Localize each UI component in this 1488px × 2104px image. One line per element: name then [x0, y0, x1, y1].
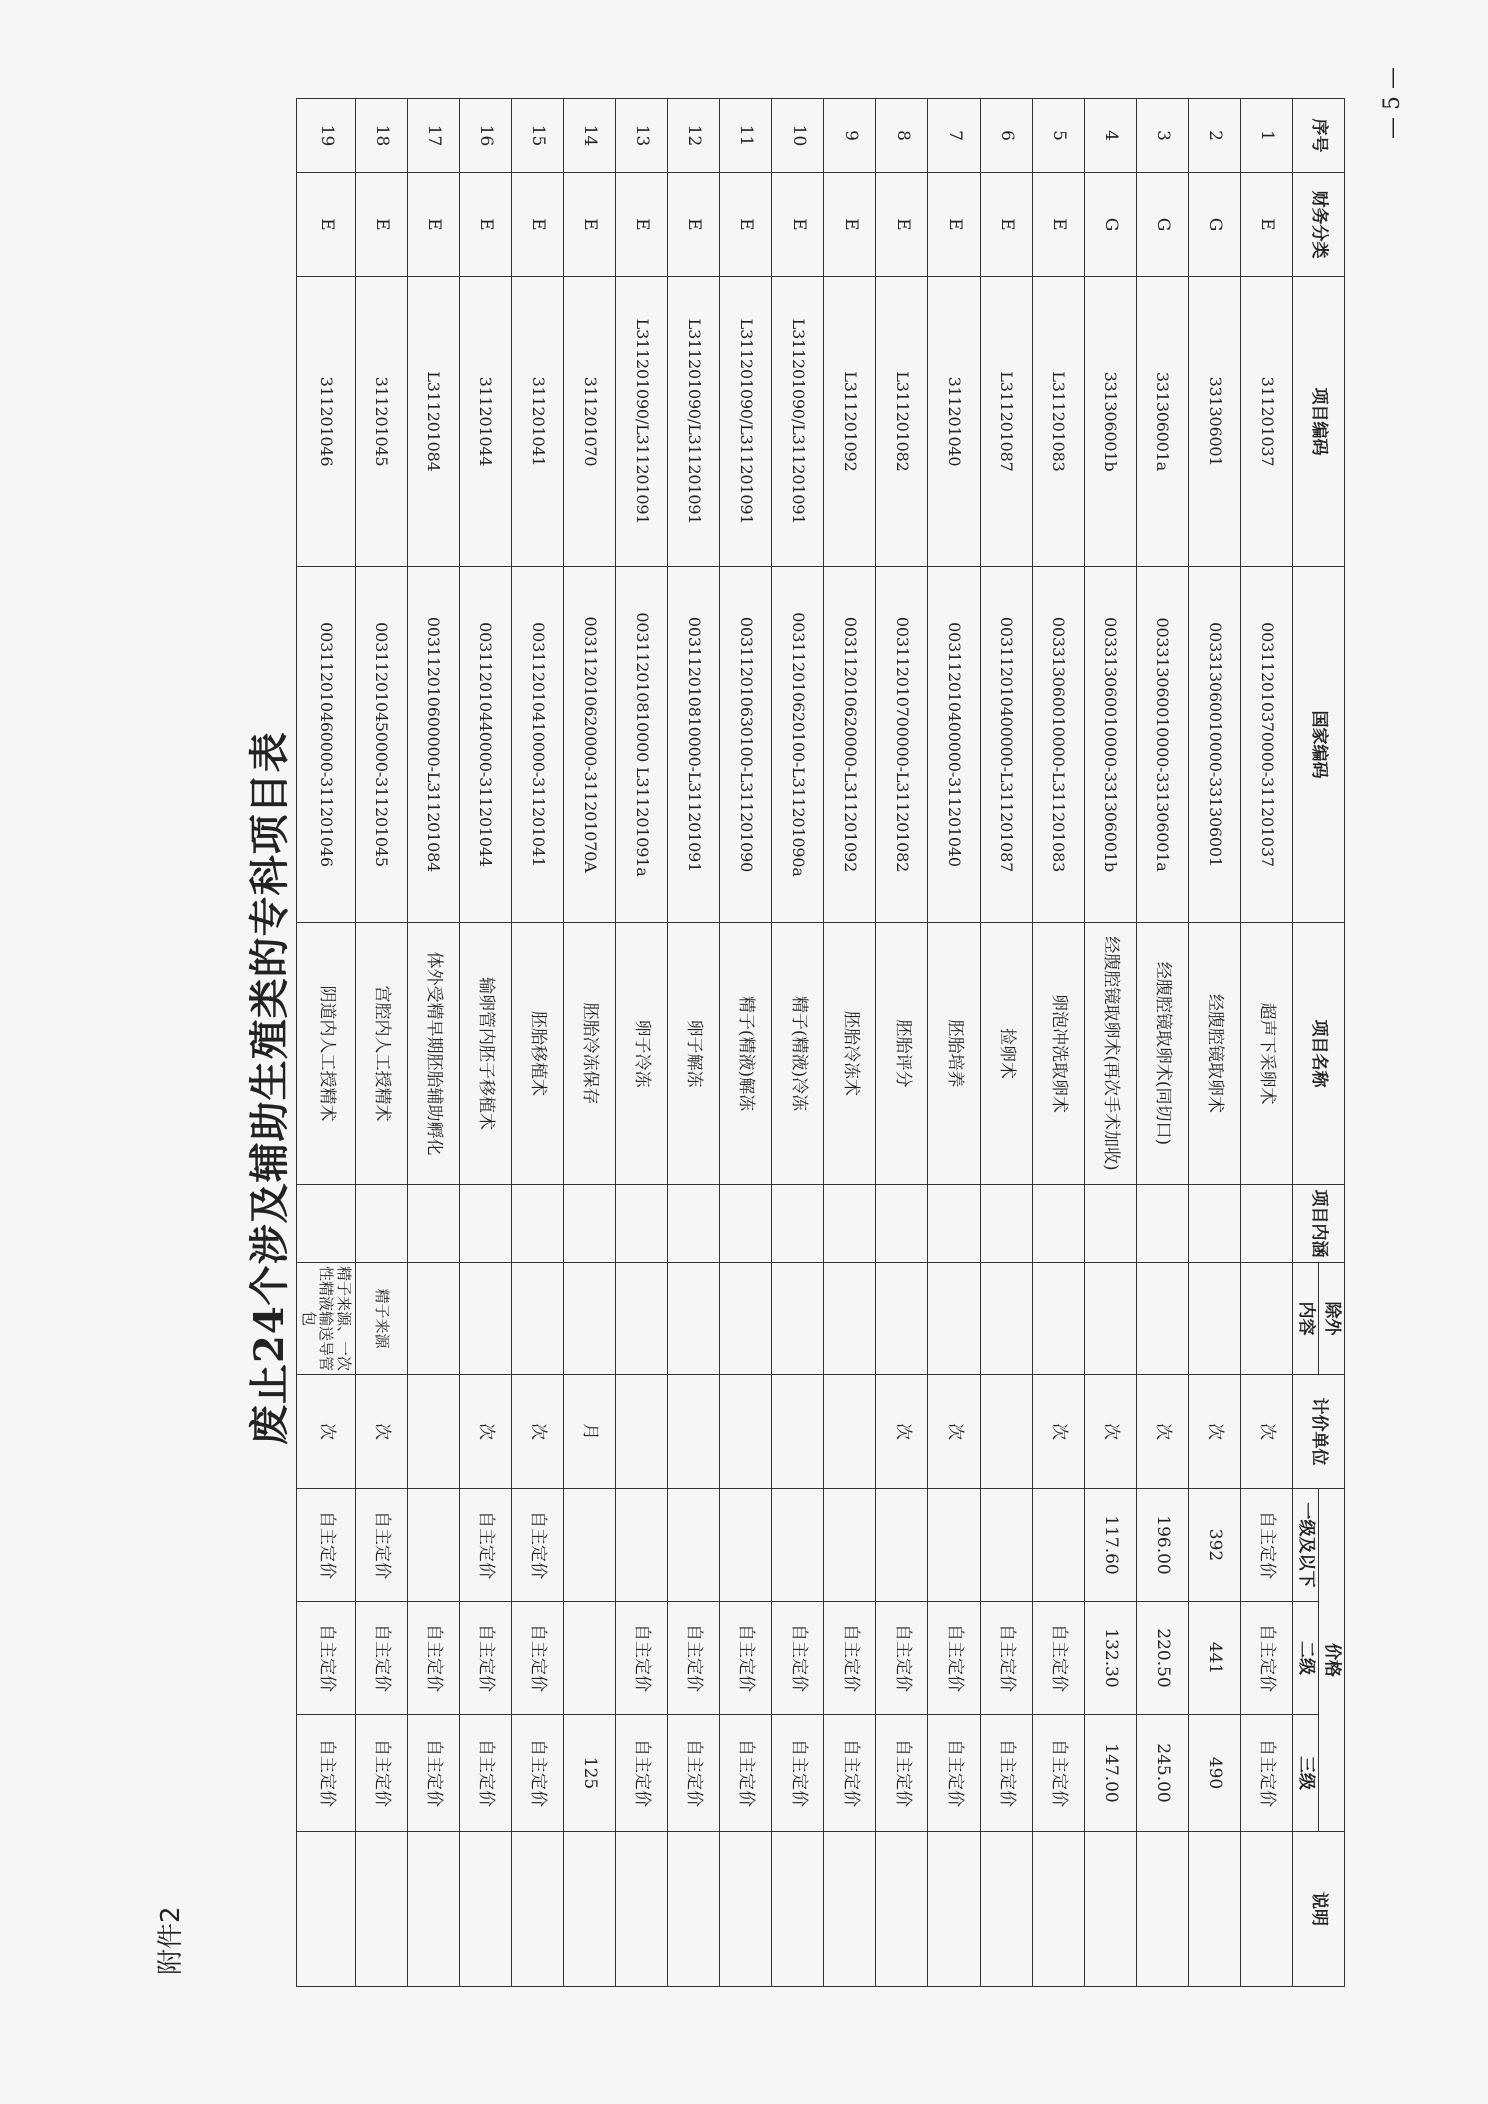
table-row	[772, 99, 824, 1987]
header-project-content: 项目内涵	[1293, 1185, 1345, 1263]
cell-finance-category: G	[1188, 173, 1240, 277]
cell-exclusion-content	[720, 1263, 772, 1375]
header-level2: 二级	[1293, 1602, 1319, 1715]
cell-project-content	[720, 1185, 772, 1263]
cell-project-code: 311201044	[459, 277, 511, 567]
cell-project-content	[1136, 1185, 1188, 1263]
cell-notes	[720, 1832, 772, 1987]
cell-unit: 次	[1032, 1375, 1084, 1489]
header-seq: 序号	[1293, 99, 1345, 173]
cell-unit: 次	[928, 1375, 980, 1489]
cell-seq: 5	[1032, 99, 1084, 173]
cell-price-level3: 125	[563, 1715, 615, 1832]
cell-price-level2: 自主定价	[615, 1602, 667, 1715]
cell-finance-category: E	[355, 173, 407, 277]
cell-seq: 13	[615, 99, 667, 173]
cell-finance-category: E	[876, 173, 928, 277]
cell-finance-category: E	[824, 173, 876, 277]
table-header	[1293, 99, 1345, 1987]
cell-notes	[563, 1832, 615, 1987]
cell-unit: 次	[1136, 1375, 1188, 1489]
cell-project-name: 输卵管内胚子移植术	[459, 923, 511, 1185]
cell-finance-category: E	[563, 173, 615, 277]
cell-project-name: 胚胎冷冻保存	[563, 923, 615, 1185]
table-row	[1032, 99, 1084, 1987]
cell-price-level1	[720, 1489, 772, 1602]
cell-notes	[459, 1832, 511, 1987]
cell-project-content	[615, 1185, 667, 1263]
cell-price-level3: 自主定价	[876, 1715, 928, 1832]
cell-price-level1	[407, 1489, 459, 1602]
cell-notes	[1032, 1832, 1084, 1987]
cell-project-content	[511, 1185, 563, 1263]
cell-finance-category: E	[1032, 173, 1084, 277]
cell-seq: 15	[511, 99, 563, 173]
cell-exclusion-content	[407, 1263, 459, 1375]
cell-notes	[1240, 1832, 1292, 1987]
header-exclusion-content: 内容	[1293, 1263, 1319, 1375]
cell-national-code: 003112010600000-L311201084	[407, 567, 459, 923]
table-body	[297, 99, 1293, 1987]
cell-national-code: 003112010370000-311201037	[1240, 567, 1292, 923]
cell-project-name: 经腹腔镜取卵术(同切口)	[1136, 923, 1188, 1185]
cell-national-code: 003112010630100-L311201090	[720, 567, 772, 923]
cell-project-content	[407, 1185, 459, 1263]
cell-project-name: 经腹腔镜取卵术	[1188, 923, 1240, 1185]
cell-project-code: L311201090/L311201091	[720, 277, 772, 567]
cell-seq: 7	[928, 99, 980, 173]
attachment-label: 附件2	[156, 1906, 186, 1975]
cell-exclusion-content: 精子来源、一次性精液输送导管包	[297, 1263, 356, 1375]
cell-national-code: 003313060010000-331306001b	[1084, 567, 1136, 923]
header-finance-category: 财务分类	[1293, 173, 1345, 277]
cell-project-name: 阴道内人工授精术	[297, 923, 356, 1185]
cell-exclusion-content	[459, 1263, 511, 1375]
cell-project-content	[1240, 1185, 1292, 1263]
cell-seq: 18	[355, 99, 407, 173]
cell-price-level2: 自主定价	[876, 1602, 928, 1715]
cell-unit	[720, 1375, 772, 1489]
cell-notes	[297, 1832, 356, 1987]
cell-national-code: 003112010620100-L311201090a	[772, 567, 824, 923]
cell-project-content	[980, 1185, 1032, 1263]
cell-unit: 次	[1188, 1375, 1240, 1489]
cell-unit: 次	[1084, 1375, 1136, 1489]
table-row	[1240, 99, 1292, 1987]
cell-project-name: 宫腔内人工授精术	[355, 923, 407, 1185]
cell-exclusion-content	[772, 1263, 824, 1375]
cell-national-code: 003112010620000-L311201092	[824, 567, 876, 923]
cell-exclusion-content	[876, 1263, 928, 1375]
cell-project-code: 311201040	[928, 277, 980, 567]
cell-price-level1	[928, 1489, 980, 1602]
cell-finance-category: E	[720, 173, 772, 277]
table-row	[511, 99, 563, 1987]
cell-notes	[668, 1832, 720, 1987]
cell-unit: 次	[355, 1375, 407, 1489]
cell-price-level3: 自主定价	[355, 1715, 407, 1832]
cell-exclusion-content	[668, 1263, 720, 1375]
cell-price-level1: 117.60	[1084, 1489, 1136, 1602]
cell-project-name: 精子(精液)解冻	[720, 923, 772, 1185]
cell-national-code: 003112010810000-L311201091	[668, 567, 720, 923]
table-row	[1188, 99, 1240, 1987]
cell-finance-category: G	[1136, 173, 1188, 277]
cell-price-level3: 自主定价	[668, 1715, 720, 1832]
table-row	[928, 99, 980, 1987]
page-number: — 5 —	[1380, 67, 1405, 139]
cell-exclusion-content	[615, 1263, 667, 1375]
cell-national-code: 003112010810000 L311201091a	[615, 567, 667, 923]
cell-finance-category: E	[459, 173, 511, 277]
cell-price-level2: 自主定价	[824, 1602, 876, 1715]
table-row	[297, 99, 356, 1987]
table-container	[300, 98, 1345, 1986]
cell-price-level2: 自主定价	[459, 1602, 511, 1715]
cell-exclusion-content	[1084, 1263, 1136, 1375]
cell-national-code: 003112010410000-311201041	[511, 567, 563, 923]
table-row	[459, 99, 511, 1987]
cell-finance-category: E	[772, 173, 824, 277]
cell-seq: 16	[459, 99, 511, 173]
cell-price-level1	[824, 1489, 876, 1602]
cell-notes	[824, 1832, 876, 1987]
cell-project-code: 311201046	[297, 277, 356, 567]
cell-project-content	[824, 1185, 876, 1263]
cell-project-content	[668, 1185, 720, 1263]
cell-unit: 次	[1240, 1375, 1292, 1489]
cell-unit: 次	[511, 1375, 563, 1489]
cell-price-level2	[563, 1602, 615, 1715]
cell-notes	[772, 1832, 824, 1987]
project-table	[296, 98, 1345, 1987]
cell-project-content	[297, 1185, 356, 1263]
cell-price-level2: 自主定价	[668, 1602, 720, 1715]
cell-unit: 次	[876, 1375, 928, 1489]
cell-project-content	[563, 1185, 615, 1263]
cell-notes	[511, 1832, 563, 1987]
table-row	[1084, 99, 1136, 1987]
cell-seq: 17	[407, 99, 459, 173]
cell-price-level1	[668, 1489, 720, 1602]
cell-notes	[1136, 1832, 1188, 1987]
header-level3: 三级	[1293, 1715, 1319, 1832]
cell-price-level3: 自主定价	[720, 1715, 772, 1832]
table-row	[1136, 99, 1188, 1987]
cell-project-code: 311201041	[511, 277, 563, 567]
cell-seq: 12	[668, 99, 720, 173]
cell-seq: 11	[720, 99, 772, 173]
cell-finance-category: E	[980, 173, 1032, 277]
cell-notes	[1084, 1832, 1136, 1987]
cell-price-level1: 自主定价	[511, 1489, 563, 1602]
cell-project-code: 311201070	[563, 277, 615, 567]
cell-finance-category: E	[511, 173, 563, 277]
header-unit: 计价单位	[1293, 1375, 1345, 1489]
cell-price-level3: 自主定价	[1240, 1715, 1292, 1832]
table-row	[980, 99, 1032, 1987]
cell-price-level2: 自主定价	[407, 1602, 459, 1715]
cell-price-level2: 132.30	[1084, 1602, 1136, 1715]
cell-price-level3: 自主定价	[824, 1715, 876, 1832]
cell-project-content	[928, 1185, 980, 1263]
cell-seq: 1	[1240, 99, 1292, 173]
cell-notes	[928, 1832, 980, 1987]
cell-notes	[615, 1832, 667, 1987]
cell-unit	[407, 1375, 459, 1489]
cell-project-name: 卵子解冻	[668, 923, 720, 1185]
table-row	[563, 99, 615, 1987]
cell-price-level1	[772, 1489, 824, 1602]
cell-seq: 4	[1084, 99, 1136, 173]
cell-project-name: 超声下采卵术	[1240, 923, 1292, 1185]
cell-project-content	[876, 1185, 928, 1263]
cell-unit	[980, 1375, 1032, 1489]
cell-seq: 3	[1136, 99, 1188, 173]
cell-price-level2: 自主定价	[772, 1602, 824, 1715]
cell-price-level2: 自主定价	[928, 1602, 980, 1715]
cell-project-code: L311201084	[407, 277, 459, 567]
cell-national-code: 003313060010000-331306001	[1188, 567, 1240, 923]
cell-project-content	[1084, 1185, 1136, 1263]
cell-project-code: L311201083	[1032, 277, 1084, 567]
cell-price-level2: 自主定价	[980, 1602, 1032, 1715]
cell-price-level2: 自主定价	[511, 1602, 563, 1715]
cell-seq: 8	[876, 99, 928, 173]
cell-national-code: 003112010400000-L311201087	[980, 567, 1032, 923]
cell-project-code: L311201092	[824, 277, 876, 567]
header-project-code: 项目编码	[1293, 277, 1345, 567]
document-title: 废止24个涉及辅助生殖类的专科项目表	[246, 731, 293, 1445]
table-row	[720, 99, 772, 1987]
cell-exclusion-content	[980, 1263, 1032, 1375]
cell-national-code: 003112010620000-311201070A	[563, 567, 615, 923]
table-row	[355, 99, 407, 1987]
cell-price-level3: 147.00	[1084, 1715, 1136, 1832]
cell-price-level1	[876, 1489, 928, 1602]
cell-project-content	[459, 1185, 511, 1263]
cell-project-code: 331306001b	[1084, 277, 1136, 567]
cell-finance-category: E	[1240, 173, 1292, 277]
cell-price-level2: 自主定价	[720, 1602, 772, 1715]
cell-finance-category: E	[407, 173, 459, 277]
table-row	[407, 99, 459, 1987]
table-row	[668, 99, 720, 1987]
cell-exclusion-content: 精子来源	[355, 1263, 407, 1375]
cell-national-code: 003112010400000-311201040	[928, 567, 980, 923]
cell-price-level2: 自主定价	[297, 1602, 356, 1715]
cell-price-level3: 自主定价	[459, 1715, 511, 1832]
cell-project-name: 精子(精液)冷冻	[772, 923, 824, 1185]
cell-price-level2: 220.50	[1136, 1602, 1188, 1715]
cell-price-level3: 245.00	[1136, 1715, 1188, 1832]
cell-price-level1: 自主定价	[297, 1489, 356, 1602]
cell-seq: 10	[772, 99, 824, 173]
cell-finance-category: E	[615, 173, 667, 277]
cell-project-code: 311201037	[1240, 277, 1292, 567]
cell-national-code: 003112010450000-311201045	[355, 567, 407, 923]
cell-price-level1: 自主定价	[1240, 1489, 1292, 1602]
cell-unit: 月	[563, 1375, 615, 1489]
cell-project-name: 卵泡冲洗取卵术	[1032, 923, 1084, 1185]
cell-unit	[615, 1375, 667, 1489]
cell-finance-category: E	[928, 173, 980, 277]
cell-price-level1	[980, 1489, 1032, 1602]
cell-national-code: 003112010440000-311201044	[459, 567, 511, 923]
cell-project-name: 胚胎冷冻术	[824, 923, 876, 1185]
cell-project-name: 胚胎培养	[928, 923, 980, 1185]
cell-finance-category: G	[1084, 173, 1136, 277]
cell-unit: 次	[459, 1375, 511, 1489]
cell-seq: 14	[563, 99, 615, 173]
cell-project-code: L311201090/L311201091	[615, 277, 667, 567]
cell-project-name: 经腹腔镜取卵术(再次手术加收)	[1084, 923, 1136, 1185]
cell-exclusion-content	[824, 1263, 876, 1375]
cell-national-code: 003112010700000-L311201082	[876, 567, 928, 923]
cell-unit	[772, 1375, 824, 1489]
header-national-code: 国家编码	[1293, 567, 1345, 923]
table-row	[615, 99, 667, 1987]
cell-project-code: L311201087	[980, 277, 1032, 567]
cell-price-level3: 自主定价	[297, 1715, 356, 1832]
cell-unit	[668, 1375, 720, 1489]
cell-price-level3: 自主定价	[511, 1715, 563, 1832]
cell-price-level2: 自主定价	[1032, 1602, 1084, 1715]
cell-price-level1: 自主定价	[459, 1489, 511, 1602]
cell-national-code: 003313060010000-331306001a	[1136, 567, 1188, 923]
table-row	[876, 99, 928, 1987]
cell-price-level1	[1032, 1489, 1084, 1602]
cell-project-content	[355, 1185, 407, 1263]
header-level1: 一级及以下	[1293, 1489, 1319, 1602]
cell-seq: 2	[1188, 99, 1240, 173]
cell-price-level1: 392	[1188, 1489, 1240, 1602]
cell-unit	[824, 1375, 876, 1489]
cell-exclusion-content	[511, 1263, 563, 1375]
cell-exclusion-content	[1240, 1263, 1292, 1375]
header-notes: 说明	[1293, 1832, 1345, 1987]
cell-seq: 6	[980, 99, 1032, 173]
header-exclusion-group: 除外	[1319, 1263, 1345, 1375]
cell-project-name: 体外受精早期胚胎辅助孵化	[407, 923, 459, 1185]
cell-project-code: L311201090/L311201091	[668, 277, 720, 567]
cell-national-code: 003313060010000-L311201083	[1032, 567, 1084, 923]
cell-price-level3: 自主定价	[615, 1715, 667, 1832]
cell-exclusion-content	[563, 1263, 615, 1375]
cell-project-code: 331306001a	[1136, 277, 1188, 567]
cell-price-level2: 自主定价	[1240, 1602, 1292, 1715]
cell-price-level3: 自主定价	[980, 1715, 1032, 1832]
cell-project-content	[772, 1185, 824, 1263]
cell-project-name: 胚胎移植术	[511, 923, 563, 1185]
cell-price-level3: 自主定价	[407, 1715, 459, 1832]
cell-price-level1	[563, 1489, 615, 1602]
header-project-name: 项目名称	[1293, 923, 1345, 1185]
cell-project-name: 胚胎评分	[876, 923, 928, 1185]
cell-price-level3: 490	[1188, 1715, 1240, 1832]
cell-project-code: L311201090/L311201091	[772, 277, 824, 567]
cell-project-name: 捡卵术	[980, 923, 1032, 1185]
cell-notes	[355, 1832, 407, 1987]
cell-national-code: 003112010460000-311201046	[297, 567, 356, 923]
header-price-group: 价格	[1319, 1489, 1345, 1832]
table-row	[824, 99, 876, 1987]
cell-price-level2: 441	[1188, 1602, 1240, 1715]
cell-price-level3: 自主定价	[928, 1715, 980, 1832]
cell-price-level1	[615, 1489, 667, 1602]
cell-notes	[1188, 1832, 1240, 1987]
cell-exclusion-content	[928, 1263, 980, 1375]
cell-finance-category: E	[668, 173, 720, 277]
cell-price-level2: 自主定价	[355, 1602, 407, 1715]
cell-exclusion-content	[1188, 1263, 1240, 1375]
cell-price-level3: 自主定价	[1032, 1715, 1084, 1832]
cell-project-code: L311201082	[876, 277, 928, 567]
cell-exclusion-content	[1136, 1263, 1188, 1375]
cell-notes	[407, 1832, 459, 1987]
cell-project-content	[1188, 1185, 1240, 1263]
cell-project-name: 卵子冷冻	[615, 923, 667, 1185]
cell-finance-category: E	[297, 173, 356, 277]
cell-notes	[980, 1832, 1032, 1987]
cell-notes	[876, 1832, 928, 1987]
cell-seq: 9	[824, 99, 876, 173]
cell-project-content	[1032, 1185, 1084, 1263]
cell-price-level3: 自主定价	[772, 1715, 824, 1832]
cell-unit: 次	[297, 1375, 356, 1489]
cell-price-level1: 自主定价	[355, 1489, 407, 1602]
cell-project-code: 331306001	[1188, 277, 1240, 567]
cell-seq: 19	[297, 99, 356, 173]
cell-project-code: 311201045	[355, 277, 407, 567]
cell-exclusion-content	[1032, 1263, 1084, 1375]
cell-price-level1: 196.00	[1136, 1489, 1188, 1602]
